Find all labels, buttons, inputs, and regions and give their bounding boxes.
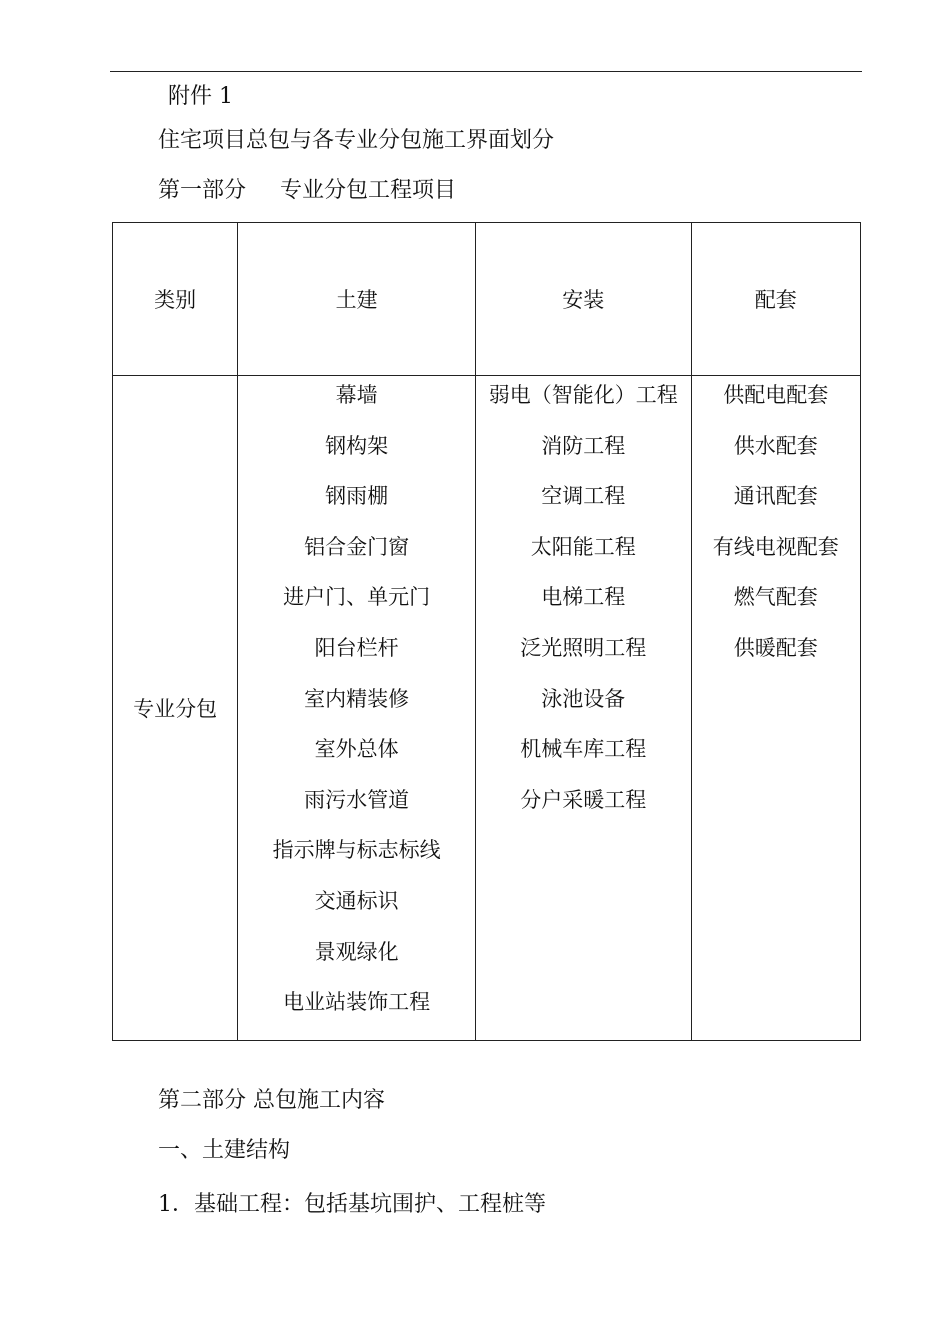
list-item: 泛光照明工程 (520, 635, 647, 660)
scope-table (112, 222, 861, 1041)
list-item: 雨污水管道 (304, 787, 410, 812)
civil-cell (238, 376, 476, 1041)
category-cell: 专业分包 (113, 376, 238, 1041)
list-item: 弱电（智能化）工程 (488, 383, 678, 407)
civil-list (238, 376, 475, 1040)
list-item: 机械车库工程 (520, 737, 647, 762)
table-header-row (113, 223, 861, 376)
section-one-heading: 一、土建结构 (158, 1138, 291, 1163)
list-item: 通讯配套 (733, 484, 818, 509)
list-item: 泳池设备 (541, 686, 626, 711)
list-item: 电业站装饰工程 (283, 990, 431, 1015)
header-install: 安装 (475, 223, 691, 376)
annex-label: 附件 1 (168, 84, 234, 109)
list-item: 景观绿化 (314, 939, 399, 964)
header-category: 类别 (113, 223, 238, 376)
header-civil: 土建 (238, 223, 476, 376)
list-item: 室外总体 (314, 737, 399, 762)
item-one: 1．基础工程：包括基坑围护、工程桩等 (158, 1192, 547, 1217)
list-item: 分户采暖工程 (520, 787, 647, 812)
list-item: 幕墙 (335, 383, 378, 407)
list-item: 钢构架 (325, 433, 389, 458)
install-list (476, 376, 691, 837)
list-item: 钢雨棚 (325, 484, 389, 509)
install-cell (475, 376, 691, 1041)
document-title: 住宅项目总包与各专业分包施工界面划分 (158, 128, 555, 153)
list-item: 燃气配套 (733, 585, 818, 610)
list-item: 室内精装修 (304, 686, 410, 711)
list-item: 电梯工程 (541, 585, 626, 610)
table-row (113, 376, 861, 1041)
list-item: 铝合金门窗 (304, 534, 410, 559)
list-item: 供水配套 (733, 433, 818, 458)
list-item: 有线电视配套 (712, 534, 839, 559)
header-supporting: 配套 (691, 223, 860, 376)
list-item: 太阳能工程 (530, 534, 636, 559)
list-item: 消防工程 (541, 433, 626, 458)
list-item: 阳台栏杆 (314, 635, 399, 660)
part-two-heading: 第二部分 总包施工内容 (158, 1088, 386, 1113)
list-item: 供配电配套 (723, 383, 829, 407)
header-rule (110, 71, 862, 72)
list-item: 指示牌与标志标线 (272, 838, 441, 863)
part-one-heading: 第一部分 专业分包工程项目 (158, 178, 457, 203)
supporting-list (692, 376, 860, 686)
supporting-cell (691, 376, 860, 1041)
list-item: 进户门、单元门 (283, 585, 431, 610)
list-item: 空调工程 (541, 484, 626, 509)
list-item: 交通标识 (314, 888, 399, 913)
list-item: 供暖配套 (733, 635, 818, 660)
